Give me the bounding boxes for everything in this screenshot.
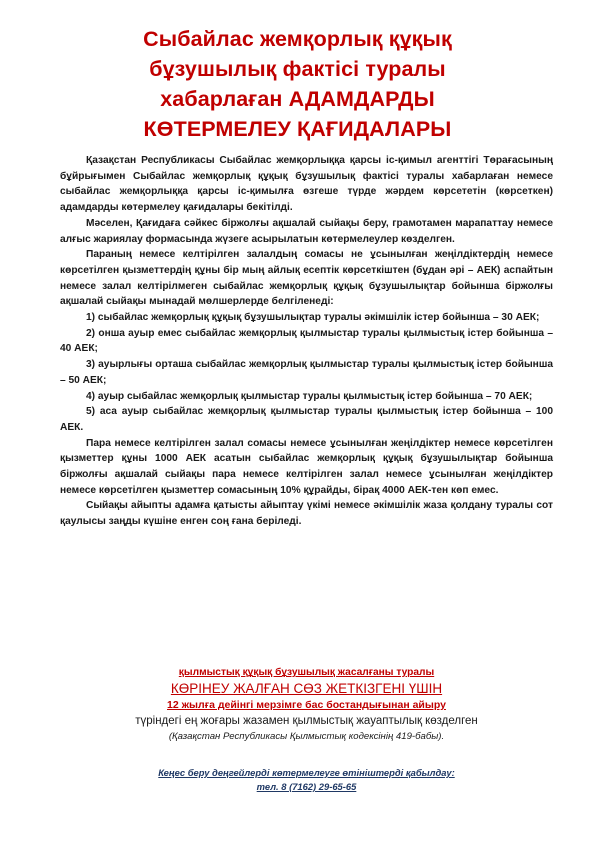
contact-phone: тел. 8 (7162) 29-65-65 bbox=[256, 781, 357, 792]
warning-block bbox=[60, 665, 553, 744]
title-line-3: хабарлаған АДАМДАРДЫ bbox=[160, 87, 435, 111]
warning-citation: (Қазақстан Республикасы Қылмыстық кодексінің 419-бабы). bbox=[168, 731, 445, 742]
title-line-2: бұзушылық фактісі туралы bbox=[149, 57, 446, 81]
title-line-4: КӨТЕРМЕЛЕУ ҚАҒИДАЛАРЫ bbox=[143, 117, 452, 141]
contact-caption: Кеңес беру деңгейлерді көтермелеуге өтініштерді қабылдау: bbox=[158, 767, 455, 778]
paragraph-amounts: Параның немесе келтірілген залалдың сомасы не ұсынылған жеңілдіктердің немесе көрсетілген қызметтердің құны бір мың айлық есептік көрсеткіштен (бұдан әрі – АЕК) аспайтын немесе залал келтірілмеген сыбайлас жемқорлық құқық бұзушылықтар бойынша біржолғы ақшалай сыйақы мынадай мөлшерлерде белгіленеді: bbox=[60, 249, 553, 308]
warning-line-3: 12 жылға дейінгі мерзімге бас бостандығынан айыру bbox=[167, 699, 446, 711]
paragraph-conditions: Сыйақы айыпты адамға қатысты айыптау үкімі немесе әкімшілік жаза қолдану туралы сот қаулысы заңды күшіне енген соң ғана беріледі. bbox=[60, 500, 553, 528]
document-title bbox=[40, 24, 555, 144]
warning-line-1: қылмыстық құқық бұзушылық жасалғаны туралы bbox=[178, 667, 435, 678]
list-item-1: 1) сыбайлас жемқорлық құқық бұзушылықтар туралы әкімшілік істер бойынша – 30 АЕК; bbox=[86, 312, 540, 324]
list-item-5: 5) аса ауыр сыбайлас жемқорлық қылмыстар туралы қылмыстық істер бойынша – 100 АЕК. bbox=[60, 406, 553, 433]
list-item-4: 4) ауыр сыбайлас жемқорлық қылмыстар туралы қылмыстық істер бойынша – 70 АЕК; bbox=[86, 390, 533, 402]
document-body bbox=[60, 153, 553, 530]
title-line-1: Сыбайлас жемқорлық құқық bbox=[143, 27, 452, 51]
warning-line-2: КӨРІНЕУ ЖАЛҒАН СӨЗ ЖЕТКІЗГЕНІ ҮШІН bbox=[170, 681, 443, 696]
list-item-3: 3) ауырлығы орташа сыбайлас жемқорлық қылмыстар туралы қылмыстық істер бойынша – 50 АЕК; bbox=[60, 359, 553, 386]
warning-line-4: түріндегі ең жоғары жазамен қылмыстық жауаптылық көзделген bbox=[135, 715, 478, 727]
paragraph-large-amounts: Пара немесе келтірілген залал сомасы немесе ұсынылған жеңілдіктер немесе көрсетілген қызметтер құны 1000 АЕК асатын сыбайлас жемқорлық құқық бұзушылықтар бойынша біржолғы ақшалай сыйақы пара немесе келтірілген залал немесе ұсынылған жеңілдіктер немесе көрсетілген қызметтер сомасының 10% құрайды, бірақ 4000 АЕК-тен көп емес. bbox=[60, 437, 553, 496]
paragraph-forms: Мәселен, Қағидаға сәйкес біржолғы ақшалай сыйақы беру, грамотамен марапаттау немесе алғыс жариялау формасында жүзеге асырылатын көтермелеулер көзделген. bbox=[60, 217, 553, 245]
list-item-2: 2) онша ауыр емес сыбайлас жемқорлық қылмыстар туралы қылмыстық істер бойынша – 40 АЕК; bbox=[60, 327, 553, 355]
contact-block bbox=[60, 765, 553, 794]
paragraph-intro: Қазақстан Республикасы Сыбайлас жемқорлыққа қарсы іс-қимыл агенттігі Төрағасының бұйрығымен Сыбайлас жемқорлық құқық бұзушылық фактісі туралы хабарлаған немесе сыбайлас жемқорлыққа қарсы іс-қимылға өзгеше түрде жәрдем көрсететін (көрсеткен) адамдарды көтермелеу қағидалары бекітілді. bbox=[60, 155, 553, 214]
